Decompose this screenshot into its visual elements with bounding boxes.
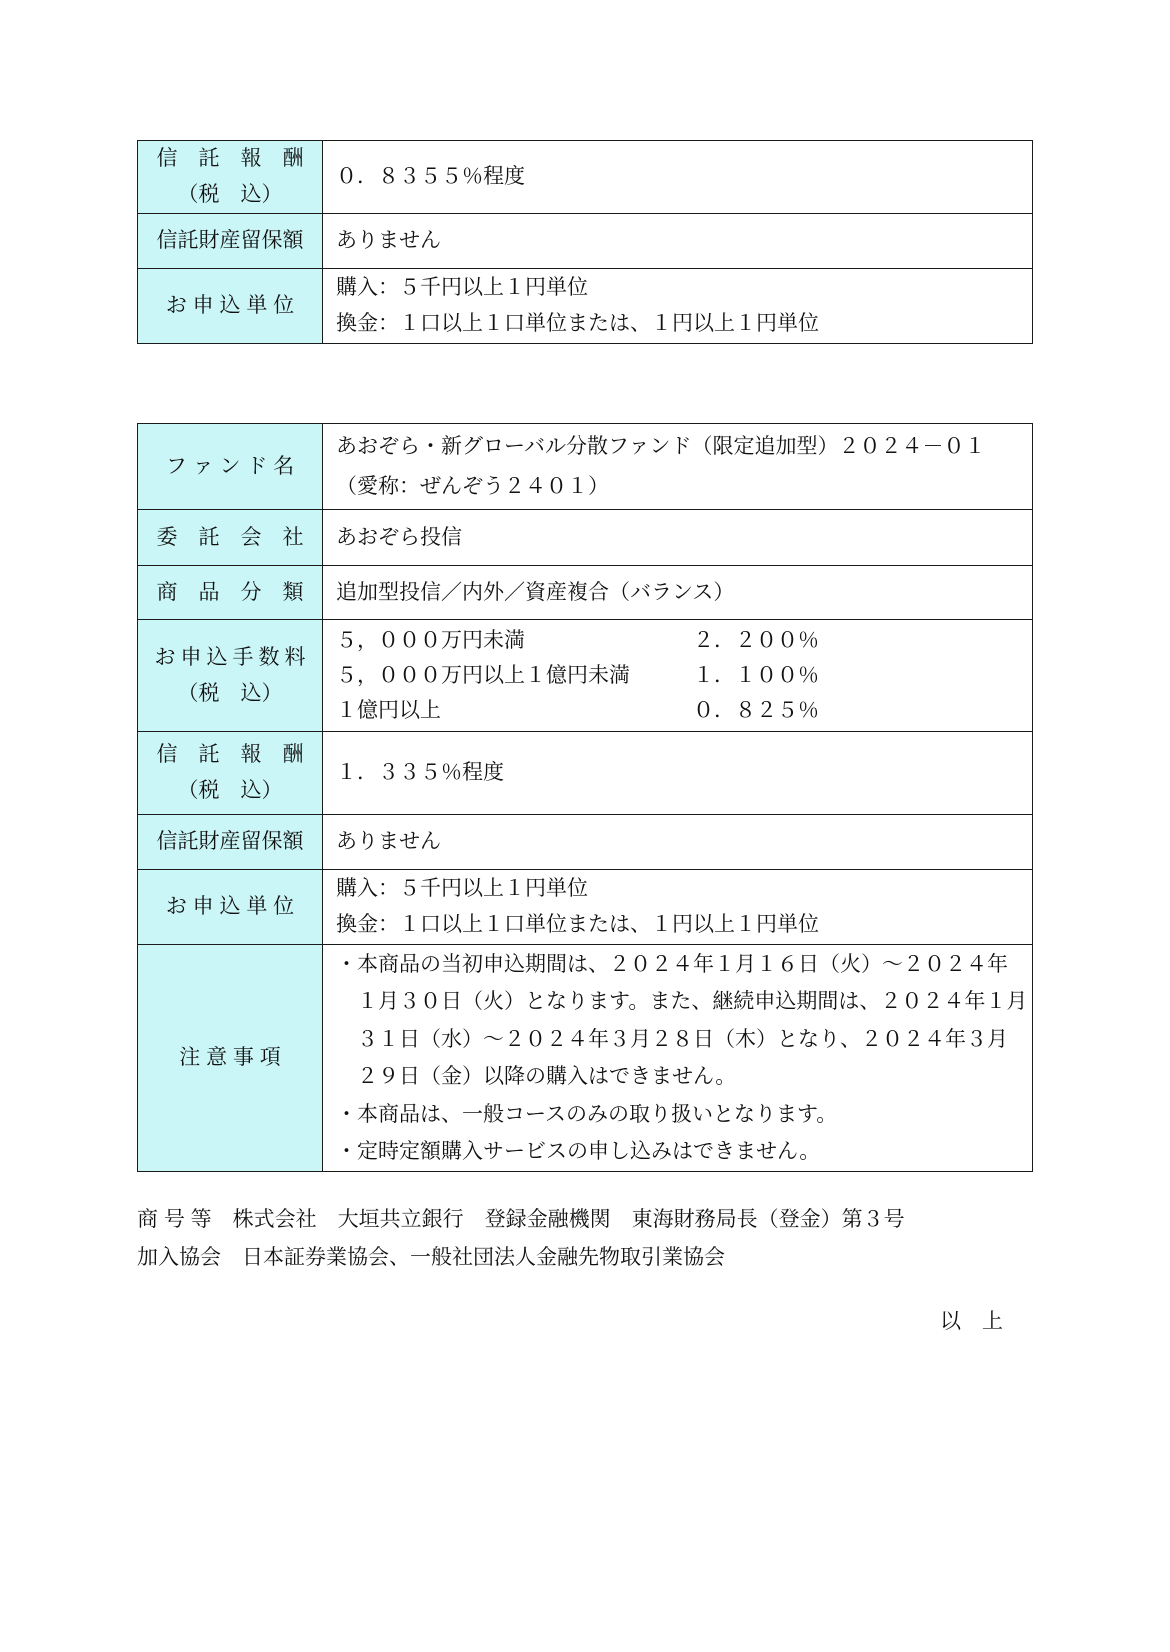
fee-schedule-line <box>336 658 1026 693</box>
fee-rate: ２．２００％ <box>693 629 819 652</box>
row-value-cell <box>323 269 1033 344</box>
row-value-text: ・本商品の当初申込期間は、２０２４年１月１６日（火）～２０２４年 <box>336 953 1008 976</box>
row-header-text: （税 込） <box>177 183 283 206</box>
fee-tier: ５，０００万円以上１億円未満 <box>336 664 630 687</box>
row-value-text: 換金：１口以上１口単位または、１円以上１円単位 <box>336 913 819 936</box>
row-header-cell <box>138 732 323 815</box>
row-value-text: １．３３５％程度 <box>336 761 504 784</box>
row-value-text: ３１日（水）～２０２４年３月２８日（木）となり、２０２４年３月 <box>336 1027 1008 1051</box>
row-header-cell <box>138 269 323 344</box>
fee-schedule-line <box>336 623 1026 658</box>
fund-details-table <box>137 423 1033 1172</box>
fee-summary-table <box>137 140 1033 344</box>
row-value-text: ・定時定額購入サービスの申し込みはできません。 <box>336 1140 821 1164</box>
table-row <box>138 141 1033 214</box>
table-row <box>138 510 1033 566</box>
row-header-text: お 申 込 単 位 <box>165 294 295 317</box>
fee-rate: １．１００％ <box>693 664 819 687</box>
row-value-text: あおぞら投信 <box>336 525 462 549</box>
table-row <box>138 214 1033 269</box>
table-row <box>138 870 1033 945</box>
fee-tier: １億円以上 <box>336 699 441 722</box>
table-row <box>138 424 1033 510</box>
fund-details-table-body <box>138 424 1033 1172</box>
row-header-text: 信託財産留保額 <box>156 830 304 853</box>
row-value-cell <box>323 945 1033 1172</box>
row-value-text: （愛称：ぜんぞう２４０１） <box>336 474 609 498</box>
row-header-cell <box>138 870 323 945</box>
table-row <box>138 269 1033 344</box>
table-row <box>138 815 1033 870</box>
row-value-text: あおぞら・新グローバル分散ファンド（限定追加型）２０２４－０１ <box>336 434 986 458</box>
row-value-text: ２９日（金）以降の購入はできません。 <box>336 1065 737 1089</box>
row-header-cell <box>138 424 323 510</box>
row-value-cell <box>323 870 1033 945</box>
table-row <box>138 945 1033 1172</box>
row-header-cell <box>138 566 323 620</box>
row-header-cell <box>138 945 323 1172</box>
fee-tier: ５，０００万円未満 <box>336 629 525 652</box>
row-value-text: ありません <box>336 229 441 252</box>
row-value-cell <box>323 214 1033 269</box>
table-row <box>138 620 1033 732</box>
row-value-text: ・本商品は、一般コースのみの取り扱いとなります。 <box>336 1102 838 1126</box>
fee-rate: ０．８２５％ <box>693 699 819 722</box>
row-header-text: 信 託 報 酬 <box>156 743 304 766</box>
row-header-text: お申込手数料 <box>154 645 311 669</box>
row-header-text: 信 託 報 酬 <box>156 147 304 170</box>
row-value-text: 購入：５千円以上１円単位 <box>336 877 588 900</box>
row-value-text: ０．８３５５％程度 <box>336 165 525 188</box>
footer <box>137 1201 1033 1277</box>
row-value-text: ありません <box>336 830 441 853</box>
table-row <box>138 566 1033 620</box>
association-info: 加入協会 日本証券業協会、一般社団法人金融先物取引業協会 <box>137 1246 725 1270</box>
fee-schedule-line <box>336 693 1026 728</box>
row-value-cell <box>323 815 1033 870</box>
row-value-text: 換金：１口以上１口単位または、１円以上１円単位 <box>336 312 819 335</box>
row-header-text: フ ァ ン ド 名 <box>165 454 295 478</box>
row-header-text: 委 託 会 社 <box>156 525 304 549</box>
table-row <box>138 732 1033 815</box>
row-header-text: （税 込） <box>177 779 283 802</box>
row-header-text: 注 意 事 項 <box>179 1046 281 1070</box>
row-header-text: お 申 込 単 位 <box>165 895 295 918</box>
registration-info: 商 号 等 株式会社 大垣共立銀行 登録金融機関 東海財務局長（登金）第３号 <box>137 1208 905 1232</box>
row-value-cell <box>323 424 1033 510</box>
row-header-cell <box>138 510 323 566</box>
row-value-text: 追加型投信／内外／資産複合（バランス） <box>336 580 735 604</box>
row-value-cell <box>323 510 1033 566</box>
row-header-text: 信託財産留保額 <box>156 229 304 252</box>
row-header-text: 商 品 分 類 <box>156 580 304 604</box>
row-header-cell <box>138 214 323 269</box>
row-header-text: （税 込） <box>177 681 283 705</box>
row-value-cell <box>323 141 1033 214</box>
row-value-text: １月３０日（火）となります。また、継続申込期間は、２０２４年１月 <box>336 990 1028 1014</box>
row-header-cell <box>138 141 323 214</box>
row-value-text: 購入：５千円以上１円単位 <box>336 276 588 299</box>
row-value-cell <box>323 566 1033 620</box>
row-header-cell <box>138 815 323 870</box>
row-value-cell <box>323 732 1033 815</box>
fee-summary-table-body <box>138 141 1033 344</box>
closing-mark: 以 上 <box>940 1310 1003 1334</box>
row-header-cell <box>138 620 323 732</box>
row-value-cell <box>323 620 1033 732</box>
